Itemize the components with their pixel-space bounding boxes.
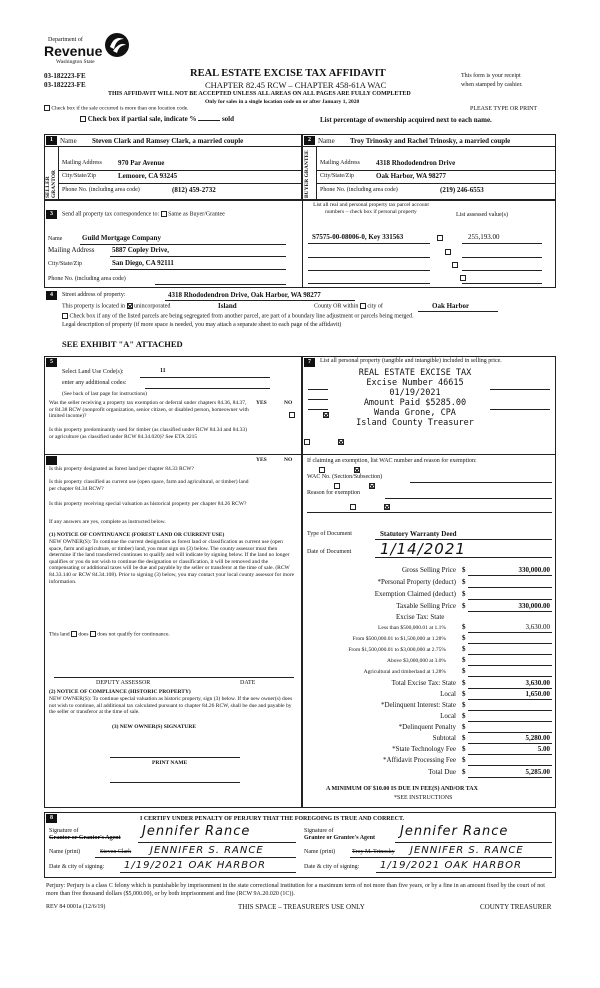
gross-value[interactable]: 330,000.00 — [518, 566, 550, 574]
question-timber: Is this property predominantly used for timber (as classified under RCW 84.34 and 84.33) or agriculture (as classified under RCW 84.34.020)? See ETA 3215 — [49, 427, 248, 440]
grantor-print-label: Name (print) — [49, 849, 81, 855]
logo-dept: Department of — [48, 37, 83, 43]
total-state-value[interactable]: 3,630.00 — [525, 679, 550, 687]
partial-percent-field[interactable] — [198, 120, 220, 121]
rate1-dollar: $ — [462, 623, 466, 631]
taxable-dollar: $ — [462, 602, 466, 610]
buyer-phone[interactable]: (219) 246-6553 — [440, 186, 484, 194]
seller-name[interactable]: Steven Clark and Ramsey Clark, a married couple — [92, 137, 244, 145]
q2-no-checkbox[interactable] — [338, 439, 344, 445]
county-treasurer: COUNTY TREASURER — [480, 903, 552, 911]
personal-property-checkbox-2[interactable] — [445, 249, 451, 255]
logo-name: Revenue — [44, 43, 103, 59]
question-forest: Is this property designated as forest land per chapter 84.33 RCW? — [49, 466, 194, 472]
seller-city-label: City/State/Zip — [62, 173, 96, 179]
dor-swirl-icon — [104, 31, 130, 59]
assessed-header: List assessed value(s) — [456, 212, 508, 218]
delinquent-interest-label: *Delinquent Interest: State — [380, 701, 456, 709]
additional-codes-label: enter any additional codes: — [62, 380, 127, 386]
parcel-number[interactable]: S7575-00-08006-0, Key 331563 — [312, 233, 404, 241]
personal-deduct-label: *Personal Property (deduct) — [377, 578, 456, 586]
rate2-dollar: $ — [462, 634, 466, 642]
q3-yes-checkbox[interactable] — [319, 467, 325, 473]
grantee-struck-name: Troy M. Trinosky — [352, 849, 395, 855]
form-code-1: 03-182223-FE — [44, 72, 86, 80]
local-label: Local — [440, 690, 456, 698]
section-1-badge: 1 — [46, 136, 57, 145]
acceptance-warning: THIS AFFIDAVIT WILL NOT BE ACCEPTED UNLESS ALL AREAS ON ALL PAGES ARE FULLY COMPLETED — [108, 91, 411, 97]
deputy-assessor-label: DEPUTY ASSESSOR — [96, 680, 151, 686]
buyer-name-label: Name — [318, 137, 335, 145]
tax-corr-row: Send all property tax correspondence to: Same as Buyer/Grantee — [62, 211, 225, 218]
affidavit-fee-dollar: $ — [462, 756, 466, 764]
print-name-label: PRINT NAME — [152, 760, 188, 766]
multi-location-checkbox[interactable] — [44, 105, 50, 111]
notice-continuance-body: NEW OWNER(S): To continue the current designation as forest land or classification as current use (open space, farm and agriculture, or timber) land, you must sign on (3) below. The county assessor must then determine if the land transferred continues to qualify and will indicate by signing below. If the land no longer qualifies or you do not wish to continue the designation or classification, it will be removed and the compensating or additional taxes will be due and payable by the seller or transferor at the time of sale. (RCW 84.33.140 or RCW 84.34.108). Prior to signing (3) below, you may contact your local county assessor for more information. — [49, 539, 295, 585]
delinquent-interest-dollar: $ — [462, 701, 466, 709]
minimum-due-note: A MINIMUM OF $10.00 IS DUE IN FEE(S) AND/OR TAX — [326, 786, 478, 792]
stamp-line-6: Island County Treasurer — [356, 418, 474, 428]
tax-corr-name[interactable]: Guild Mortgage Company — [82, 234, 161, 242]
grantee-sig-label: Signature of Grantee or Grantee's Agent — [304, 828, 376, 841]
personal-property-checkbox-3[interactable] — [452, 262, 458, 268]
section-4-badge: 4 — [46, 291, 57, 300]
notice-compliance-title: (2) NOTICE OF COMPLIANCE (HISTORIC PROPERTY) — [49, 689, 191, 695]
multi-location-checkbox-row[interactable]: Check box if the sale occurred is more than one location code. — [44, 105, 189, 111]
receipt-note-1: This form is your receipt — [461, 73, 521, 79]
wac-label: WAC No. (Section/Subsection) — [307, 474, 383, 480]
city-name[interactable]: Oak Harbor — [432, 302, 470, 310]
unincorporated-checkbox[interactable] — [127, 303, 133, 309]
legal-description-label: Legal description of property (if more space is needed, you may attach a separate sheet to each page of the affidavit) — [62, 322, 342, 328]
located-row: This property is located in unincorporated — [62, 303, 171, 310]
stamp-line-2: Excise Number 46615 — [366, 378, 464, 388]
rate2-label: From $500,000.01 to $1,500,000 at 1.28% — [352, 636, 446, 642]
perjury-notice: Perjury: Perjury is a class C felony which is punishable by imprisonment in the state correctional institution for a maximum term of not more than five years, or by a fine in an amount fixed by the court of not more than five thousand dollars ($5,000.00), or by both imprisonment and fine (RCW 9A.20.020 (1C)). — [46, 883, 545, 897]
see-instructions: *SEE INSTRUCTIONS — [394, 795, 453, 801]
seller-mailing[interactable]: 970 Par Avenue — [118, 159, 165, 167]
excise-state-label: Excise Tax: State — [396, 613, 445, 621]
delinquent-penalty-dollar: $ — [462, 723, 466, 731]
gross-label: Gross Selling Price — [401, 566, 456, 574]
document-date-label: Date of Document — [307, 549, 352, 555]
form-title: REAL ESTATE EXCISE TAX AFFIDAVIT — [190, 68, 386, 79]
seller-phone-label: Phone No. (including area code) — [62, 187, 140, 193]
only-sales-note: Only for sales in a single location code on or after January 1, 2020 — [205, 99, 360, 105]
land-use-code[interactable]: 11 — [160, 368, 166, 374]
dor-logo — [44, 31, 134, 69]
exemption-dollar: $ — [462, 590, 466, 598]
stamp-line-3: 01/19/2021 — [389, 388, 441, 398]
q2-yes-checkbox[interactable] — [304, 439, 310, 445]
total-state-dollar: $ — [462, 679, 466, 687]
delinquent-penalty-label: *Delinquent Penalty — [398, 723, 456, 731]
seller-mailing-label: Mailing Address — [62, 160, 102, 166]
segregated-checkbox[interactable] — [62, 313, 68, 319]
local2-dollar: $ — [462, 712, 466, 720]
parcel-list-header: List all real and personal property tax parcel account numbers – check box if personal property — [313, 202, 429, 215]
segregated-row: Check box if any of the listed parcels are being segregated from another parcel, are part of a boundary line adjustment or parcels being merged. — [62, 313, 414, 319]
seller-phone[interactable]: (812) 459-2732 — [172, 186, 216, 194]
seller-city[interactable]: Lemoore, CA 93245 — [118, 172, 178, 180]
buyer-phone-label: Phone No. (including area code) — [320, 187, 398, 193]
q1-no-checkbox[interactable] — [323, 412, 329, 418]
qualify-row: This land does does not qualify for continuance. — [49, 631, 170, 638]
buyer-name[interactable]: Troy Trinosky and Rachel Trinosky, a married couple — [350, 137, 511, 145]
subtotal-value[interactable]: 5,280.00 — [525, 734, 550, 742]
see-exhibit: SEE EXHIBIT "A" ATTACHED — [62, 339, 183, 349]
tech-fee-value[interactable]: 5.00 — [537, 745, 550, 753]
local-value[interactable]: 1,650.00 — [525, 690, 550, 698]
grantee-date-label: Date & city of signing: — [304, 864, 360, 870]
subtotal-label: Subtotal — [432, 734, 456, 742]
gross-dollar: $ — [462, 566, 466, 574]
excise-tax-stamp — [330, 368, 500, 428]
stamp-line-4: Amount Paid $5285.00 — [363, 398, 467, 408]
section-7-badge: 7 — [304, 358, 315, 367]
no-header-1: NO — [284, 400, 293, 406]
grantee-date-city[interactable]: 1/19/2021 OAK HARBOR — [380, 860, 522, 871]
section-6-badge — [46, 456, 57, 465]
tax-corr-city-label: City/State/Zip — [48, 261, 82, 267]
buyer-city[interactable]: Oak Harbor, WA 98277 — [376, 172, 447, 180]
assessed-value[interactable]: 255,193.00 — [468, 233, 500, 241]
subtotal-dollar: $ — [462, 734, 466, 742]
grantee-print-label: Name (print) — [304, 849, 336, 855]
county-name[interactable]: Island — [218, 302, 237, 310]
stamp-line-1: REAL ESTATE EXCISE TAX — [358, 368, 472, 378]
grantor-signature[interactable]: Jennifer Rance — [142, 824, 251, 839]
partial-sale-checkbox[interactable] — [80, 116, 86, 122]
form-code-2: 03-182223-FE — [44, 81, 86, 89]
reason-label: Reason for exemption — [307, 490, 360, 496]
property-street[interactable]: 4318 Rhododendron Drive, Oak Harbor, WA 98277 — [168, 291, 321, 299]
question-exemption: Was the seller receiving a property tax exemption or deferral under chapters 84.36, 84.37, or 84.38 RCW (nonprofit organization, senior citizen, or disabled person, homeowner with limited income)? — [49, 400, 249, 419]
form-subtitle: CHAPTER 82.45 RCW – CHAPTER 458-61A WAC — [205, 80, 387, 90]
question-current-use: Is this property classified as current use (open space, farm and agricultural, or timber) land per chapter 84.34 RCW? — [49, 479, 249, 492]
yes-header-2: YES — [256, 457, 267, 463]
rate1-label: Less than $500,000.01 at 1.1% — [378, 625, 446, 631]
taxable-value[interactable]: 330,000.00 — [518, 602, 550, 610]
grantor-date-label: Date & city of signing: — [49, 864, 105, 870]
form-number: REV 84 0001a (12/6/19) — [46, 904, 106, 910]
tax-corr-mailing-label: Mailing Address — [48, 246, 95, 254]
tech-fee-dollar: $ — [462, 745, 466, 753]
buyer-city-label: City/State/Zip — [320, 173, 354, 179]
if-any-yes: If any answers are yes, complete as instructed below. — [49, 519, 166, 525]
document-date[interactable]: 1/14/2021 — [380, 540, 466, 558]
personal-property-label: List all personal property (tangible and intangible) included in selling price. — [320, 358, 502, 364]
please-type: PLEASE TYPE OR PRINT — [470, 106, 538, 112]
q1-yes-checkbox[interactable] — [289, 412, 295, 418]
question-historic: Is this property receiving special valuation as historical property per chapter 84.26 RCW? — [49, 501, 247, 507]
ownership-note: List percentage of ownership acquired next to each name. — [320, 116, 492, 124]
notice-compliance-body: NEW OWNER(S): To continue special valuation as historic property, sign (3) below. If the new owner(s) does not wish to continue, all additional tax calculated pursuant to chapter 84.26 RCW, shall be due and payable by the seller or transferor at the time of sale. — [49, 696, 293, 716]
buyer-side-label: BUYER GRANTEE — [304, 150, 310, 198]
grantor-print-name[interactable]: JENNIFER S. RANCE — [150, 845, 264, 856]
tax-corr-phone-label: Phone No. (including area code) — [48, 276, 126, 282]
rate5-label: Agricultural and timberland at 1.28% — [363, 669, 446, 675]
tax-corr-name-label: Name — [48, 236, 63, 242]
rate3-label: From $1,500,000.01 to $3,000,000 at 2.75% — [348, 647, 446, 653]
total-due-dollar: $ — [462, 768, 466, 776]
partial-sale-row[interactable]: Check box if partial sale, indicate % sold — [80, 115, 234, 123]
total-due-value[interactable]: 5,285.00 — [525, 768, 550, 776]
q5-no-checkbox[interactable] — [384, 504, 390, 510]
exemption-label: If claiming an exemption, list WAC number and reason for exemption: — [307, 458, 477, 464]
notice-continuance-title: (1) NOTICE OF CONTINUANCE (FOREST LAND OR CURRENT USE) — [49, 532, 225, 538]
personal-property-checkbox-1[interactable] — [437, 235, 443, 241]
q4-no-checkbox[interactable] — [369, 483, 375, 489]
grantor-sig-label: Signature of Grantor or Grantor's Agent — [49, 828, 121, 841]
taxable-label: Taxable Selling Price — [396, 602, 456, 610]
does-not-qualify-checkbox[interactable] — [90, 631, 96, 637]
buyer-mailing[interactable]: 4318 Rhododendron Drive — [376, 159, 456, 167]
grantor-struck-name: Steven Clark — [100, 849, 132, 855]
rate4-label: Above $3,000,000 at 3.0% — [387, 658, 446, 664]
tax-corr-mailing[interactable]: 5887 Copley Drive, — [112, 246, 169, 254]
does-qualify-checkbox[interactable] — [71, 631, 77, 637]
section-2-badge: 2 — [304, 136, 315, 145]
seller-side-label: SELLER GRANTOR — [45, 169, 57, 198]
logo-state: Washington State — [56, 59, 95, 65]
section-8-badge: 8 — [46, 814, 57, 823]
new-owner-signature-label: (3) NEW OWNER(S) SIGNATURE — [112, 724, 196, 730]
street-label: Street address of property: — [62, 292, 126, 298]
rate5-dollar: $ — [462, 667, 466, 675]
see-back-note: (See back of last page for instructions) — [62, 391, 147, 397]
section-3-badge: 3 — [46, 210, 57, 219]
city-of-checkbox[interactable] — [360, 303, 366, 309]
grantee-print-name[interactable]: JENNIFER S. RANCE — [410, 845, 524, 856]
rate3-dollar: $ — [462, 645, 466, 653]
total-state-label: Total Excise Tax: State — [391, 679, 456, 687]
exemption-deduct-label: Exemption Claimed (deduct) — [374, 590, 456, 598]
seller-name-label: Name — [60, 137, 77, 145]
personal-dollar: $ — [462, 578, 466, 586]
q3-no-checkbox[interactable] — [354, 467, 360, 473]
yes-header-1: YES — [256, 400, 267, 406]
receipt-note-2: when stamped by cashier. — [461, 82, 523, 88]
rate1-value[interactable]: 3,630.00 — [525, 623, 550, 631]
tech-fee-label: *State Technology Fee — [392, 745, 456, 753]
total-due-label: Total Due — [428, 768, 456, 776]
tax-corr-city[interactable]: San Diego, CA 92111 — [112, 259, 174, 267]
grantor-date-city[interactable]: 1/19/2021 OAK HARBOR — [124, 860, 266, 871]
grantee-signature[interactable]: Jennifer Rance — [400, 824, 509, 839]
no-header-2: NO — [284, 457, 293, 463]
section-5-badge: 5 — [46, 358, 57, 367]
rate4-dollar: $ — [462, 656, 466, 664]
document-type[interactable]: Statutory Warranty Deed — [380, 530, 457, 538]
local-dollar: $ — [462, 690, 466, 698]
personal-property-checkbox-4[interactable] — [460, 275, 466, 281]
same-as-buyer-checkbox[interactable] — [161, 211, 167, 217]
buyer-mailing-label: Mailing Address — [320, 160, 360, 166]
q5-yes-checkbox[interactable] — [350, 504, 356, 510]
affidavit-fee-label: *Affidavit Processing Fee — [383, 756, 456, 764]
land-use-label: Select Land Use Code(s): — [62, 369, 124, 375]
stamp-line-5: Wanda Grone, CPA — [374, 408, 456, 418]
document-type-label: Type of Document — [307, 531, 352, 537]
local2-label: Local — [440, 712, 456, 720]
county-or-row: County OR within city of — [314, 303, 383, 310]
assessor-date-label: DATE — [240, 680, 256, 686]
treasurer-space: THIS SPACE – TREASURER'S USE ONLY — [238, 903, 365, 911]
q4-yes-checkbox[interactable] — [334, 483, 340, 489]
certify-statement: I CERTIFY UNDER PENALTY OF PERJURY THAT THE FOREGOING IS TRUE AND CORRECT. — [140, 816, 405, 822]
